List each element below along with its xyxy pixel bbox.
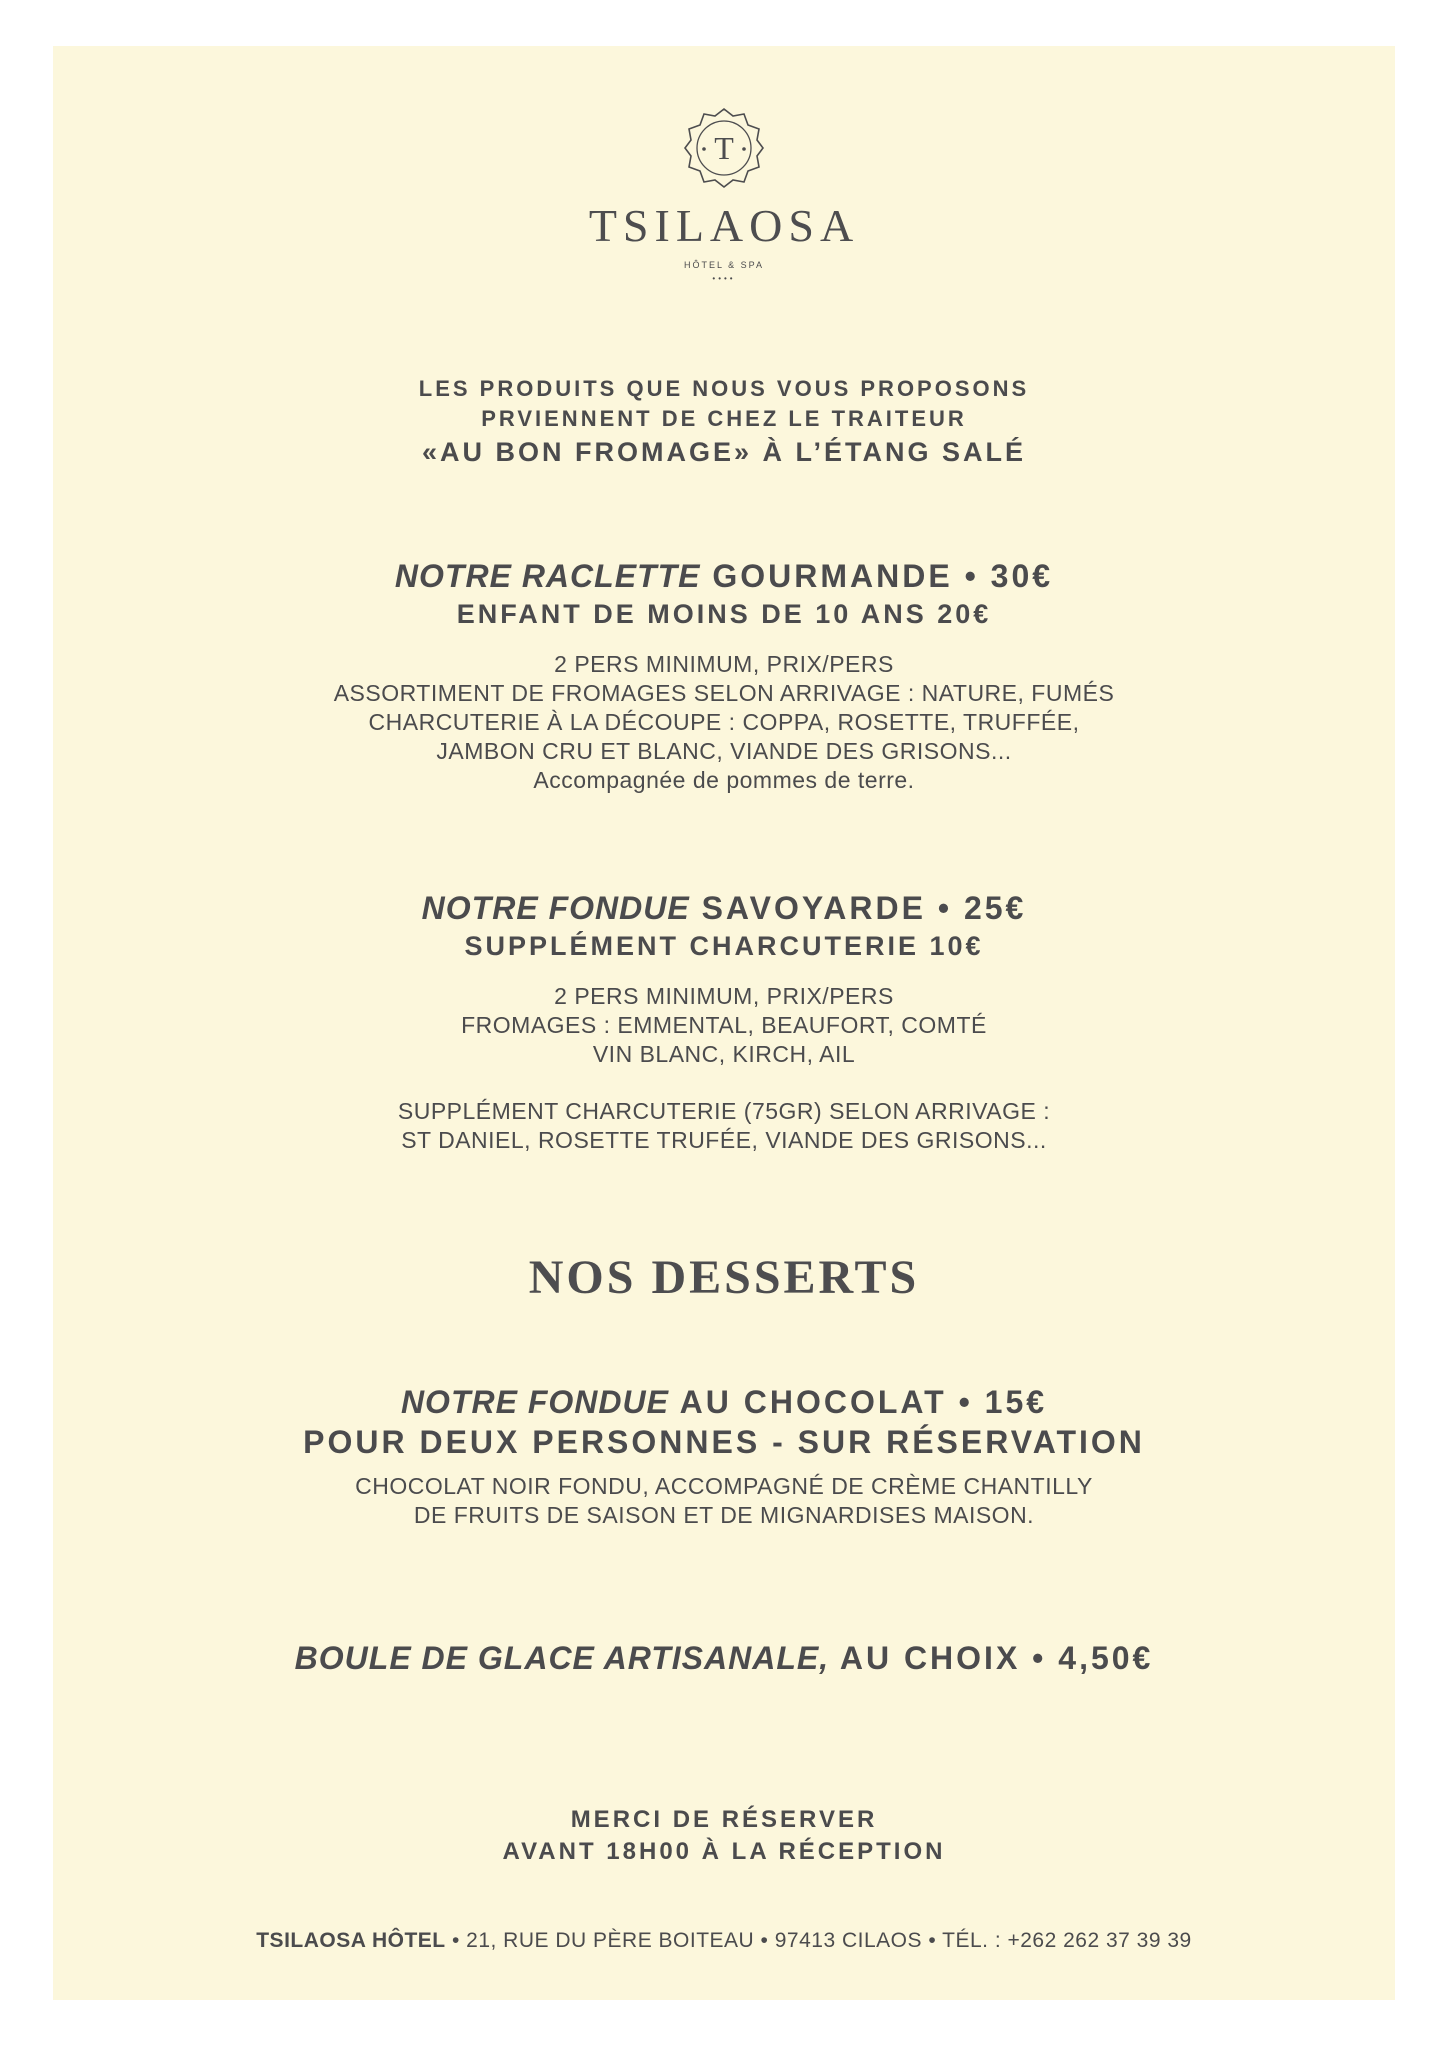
ice-cream-title-price: AU CHOIX • 4,50€ — [829, 1640, 1154, 1676]
raclette-description-line: 2 PERS MINIMUM, PRIX/PERS — [554, 651, 894, 677]
ice-cream-title — [53, 1638, 1395, 1678]
intro — [53, 374, 1395, 470]
chocolate-fondue-title — [53, 1382, 1395, 1422]
brand-subtitle: HÔTEL & SPA — [683, 260, 765, 270]
fondue-description-line: FROMAGES : EMMENTAL, BEAUFORT, COMTÉ — [461, 1012, 987, 1038]
footer-hotel-name: TSILAOSA HÔTEL — [256, 1929, 446, 1952]
fondue-supplement-line: SUPPLÉMENT CHARCUTERIE (75GR) SELON ARRIVAGE : — [397, 1098, 1051, 1124]
fondue-title — [53, 888, 1395, 928]
footer-address: • 21, RUE DU PÈRE BOITEAU • 97413 CILAOS • TÉL. : +262 262 37 39 39 — [445, 1929, 1192, 1952]
fondue-supplement-line: ST DANIEL, ROSETTE TRUFÉE, VIANDE DES GRISONS... — [401, 1127, 1047, 1153]
reservation-line: MERCI DE RÉSERVER — [570, 1806, 878, 1833]
raclette-subtitle: ENFANT DE MOINS DE 10 ANS 20€ — [456, 599, 992, 629]
logo — [53, 106, 1395, 284]
fondue-title-italic: NOTRE FONDUE — [421, 890, 690, 926]
raclette-description-line: ASSORTIMENT DE FROMAGES SELON ARRIVAGE : NATURE, FUMÉS — [333, 680, 1115, 706]
fondue-description-line: 2 PERS MINIMUM, PRIX/PERS — [554, 983, 894, 1009]
desserts-heading: NOS DESSERTS — [528, 1251, 920, 1304]
intro-line: LES PRODUITS QUE NOUS VOUS PROPOSONS — [418, 376, 1030, 401]
chocolate-fondue-section — [53, 1382, 1395, 1530]
brand-stars: •••• — [712, 274, 736, 283]
intro-supplier: «AU BON FROMAGE» À L’ÉTANG SALÉ — [421, 437, 1027, 467]
raclette-title — [53, 556, 1395, 596]
chocolate-fondue-title-price: AU CHOCOLAT • 15€ — [668, 1384, 1048, 1420]
fondue-section — [53, 888, 1395, 1155]
raclette-description-line: JAMBON CRU ET BLANC, VIANDE DES GRISONS... — [436, 738, 1012, 764]
raclette-section — [53, 556, 1395, 795]
chocolate-fondue-subtitle: POUR DEUX PERSONNES - SUR RÉSERVATION — [303, 1424, 1145, 1460]
intro-line: PRVIENNENT DE CHEZ LE TRAITEUR — [481, 406, 967, 431]
ice-cream-section — [53, 1638, 1395, 1678]
chocolate-fondue-description-line: DE FRUITS DE SAISON ET DE MIGNARDISES MAISON. — [413, 1502, 1035, 1528]
logo-badge-icon — [682, 106, 766, 190]
raclette-title-price: GOURMANDE • 30€ — [700, 558, 1054, 594]
ice-cream-title-italic: BOULE DE GLACE ARTISANALE, — [294, 1640, 830, 1676]
chocolate-fondue-description-line: CHOCOLAT NOIR FONDU, ACCOMPAGNÉ DE CRÈME CHANTILLY — [355, 1473, 1093, 1499]
reservation-line: AVANT 18H00 À LA RÉCEPTION — [502, 1838, 946, 1865]
footer — [53, 1929, 1395, 1953]
logo-letter: T — [714, 130, 734, 166]
fondue-title-price: SAVOYARDE • 25€ — [689, 890, 1027, 926]
fondue-subtitle: SUPPLÉMENT CHARCUTERIE 10€ — [464, 931, 984, 961]
raclette-description-line: Accompagnée de pommes de terre. — [533, 767, 915, 793]
fondue-description-line: VIN BLANC, KIRCH, AIL — [592, 1041, 856, 1067]
reservation-note — [53, 1804, 1395, 1868]
chocolate-fondue-title-italic: NOTRE FONDUE — [400, 1384, 669, 1420]
raclette-title-italic: NOTRE RACLETTE — [394, 558, 701, 594]
brand-name: TSILAOSA — [588, 200, 860, 251]
menu-sheet — [53, 46, 1395, 2000]
raclette-description-line: CHARCUTERIE À LA DÉCOUPE : COPPA, ROSETTE, TRUFFÉE, — [368, 709, 1080, 735]
